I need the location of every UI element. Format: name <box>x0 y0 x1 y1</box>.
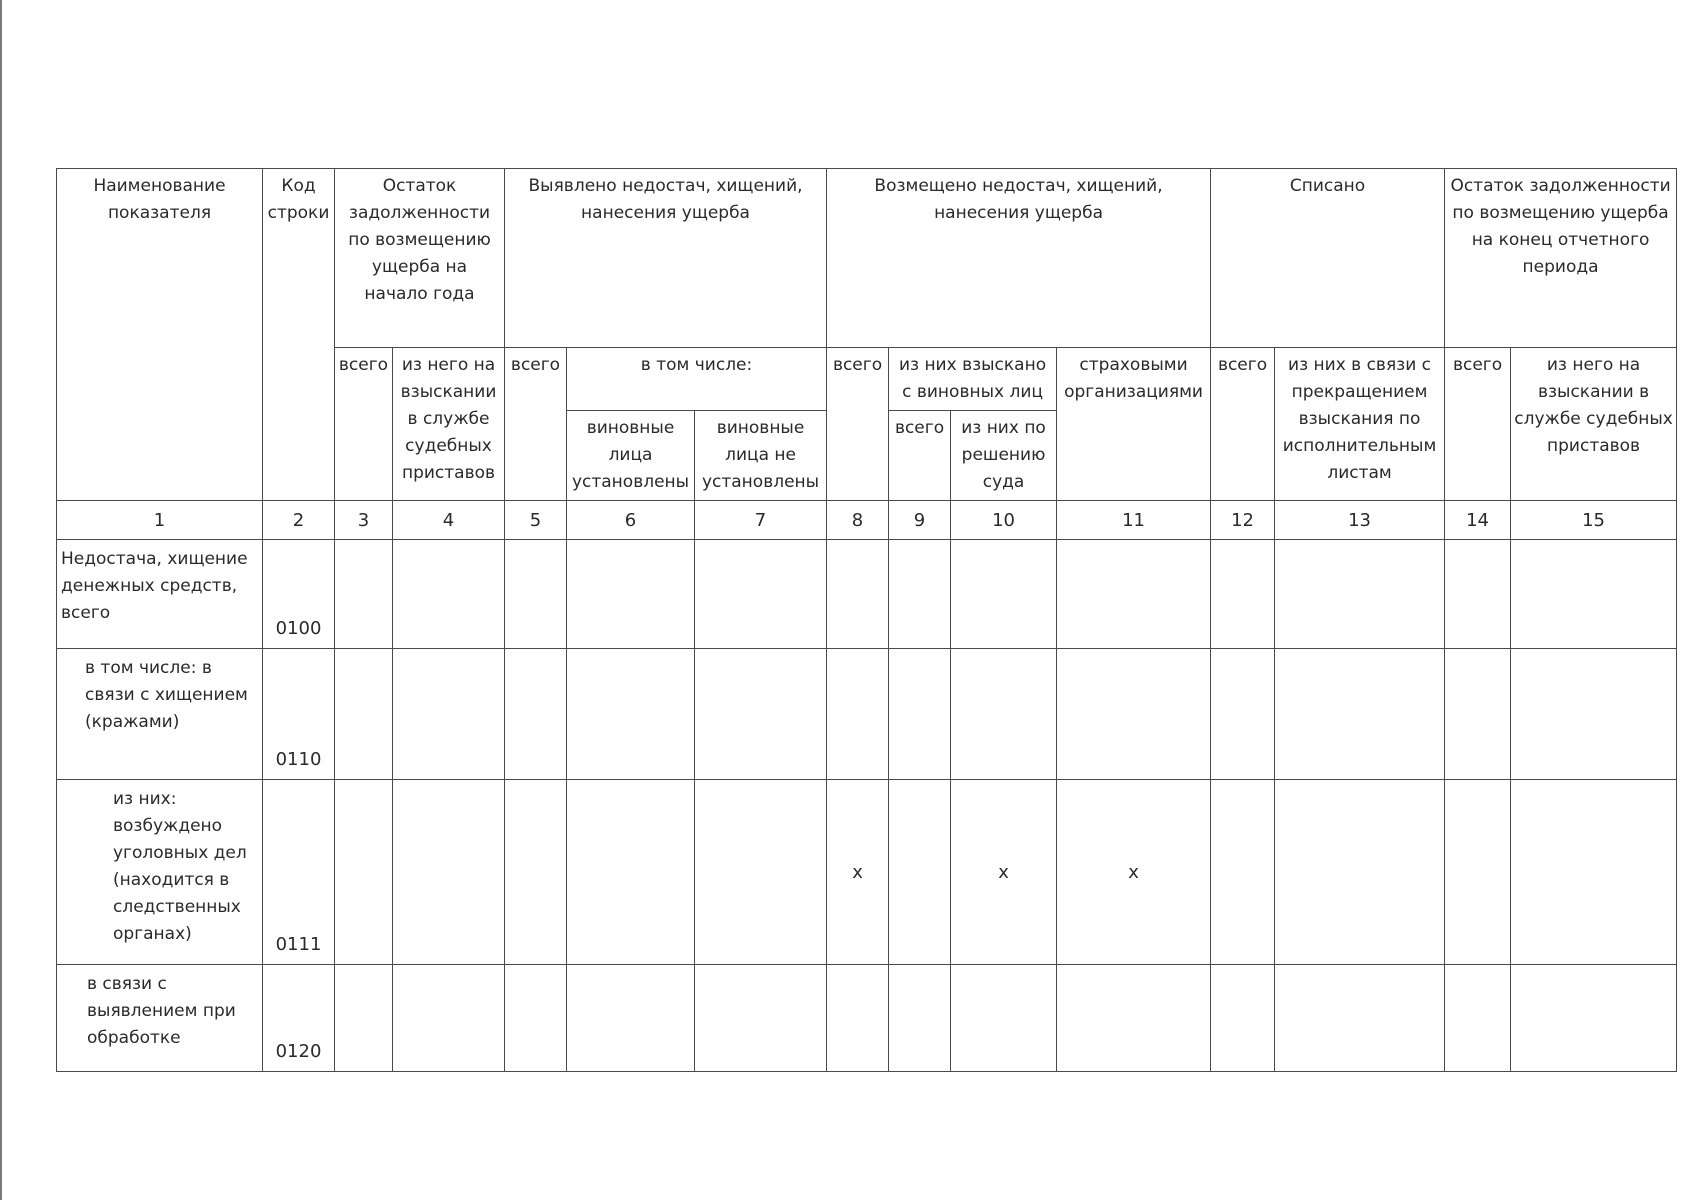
value-cell <box>335 780 393 965</box>
value-cell <box>889 780 951 965</box>
value-cell <box>1275 649 1445 780</box>
column-number: 11 <box>1057 501 1211 540</box>
header-detected: Выявлено недостач, хищений, нанесения ущерба <box>505 169 827 348</box>
header-compensated-total: всего <box>827 348 889 501</box>
value-cell <box>1511 540 1677 649</box>
header-start-balance: Остаток задолженности по возмещению ущерба на начало года <box>335 169 505 348</box>
value-cell <box>1445 649 1511 780</box>
column-number: 10 <box>951 501 1057 540</box>
header-insurers: страховыми организациями <box>1057 348 1211 501</box>
value-cell <box>1511 780 1677 965</box>
table-row <box>57 780 1677 965</box>
column-number: 14 <box>1445 501 1511 540</box>
value-cell <box>1275 540 1445 649</box>
not-applicable-mark: x <box>827 780 889 965</box>
header-row-code: Код строки <box>263 169 335 501</box>
column-number-row <box>57 501 1677 540</box>
value-cell <box>695 780 827 965</box>
value-cell <box>951 540 1057 649</box>
value-cell <box>1057 649 1211 780</box>
header-compensated: Возмещено недостач, хищений, нанесения ущерба <box>827 169 1211 348</box>
value-cell <box>335 649 393 780</box>
value-cell <box>567 965 695 1072</box>
value-cell <box>1511 965 1677 1072</box>
header-writeoff-reason: из них в связи с прекращением взыскания по исполнительным листам <box>1275 348 1445 501</box>
column-number: 4 <box>393 501 505 540</box>
value-cell <box>827 649 889 780</box>
value-cell <box>1211 540 1275 649</box>
column-number: 5 <box>505 501 567 540</box>
not-applicable-mark: x <box>951 780 1057 965</box>
value-cell <box>335 965 393 1072</box>
value-cell <box>889 965 951 1072</box>
value-cell <box>505 965 567 1072</box>
header-end-balance: Остаток задолженности по возмещению ущерба на конец отчетного периода <box>1445 169 1677 348</box>
column-number: 13 <box>1275 501 1445 540</box>
report-sheet <box>56 168 1676 1072</box>
value-cell <box>567 780 695 965</box>
header-start-bailiffs: из него на взыскании в службе судебных приставов <box>393 348 505 501</box>
value-cell <box>1211 780 1275 965</box>
column-number: 8 <box>827 501 889 540</box>
value-cell <box>335 540 393 649</box>
header-end-total: всего <box>1445 348 1511 501</box>
damage-report-table <box>56 168 1677 1072</box>
value-cell <box>951 965 1057 1072</box>
row-code: 0120 <box>263 965 335 1072</box>
value-cell <box>695 649 827 780</box>
row-name: в связи с выявлением при обработке <box>57 965 263 1072</box>
value-cell <box>695 540 827 649</box>
value-cell <box>393 649 505 780</box>
column-number: 12 <box>1211 501 1275 540</box>
column-number: 3 <box>335 501 393 540</box>
header-written-off: Списано <box>1211 169 1445 348</box>
header-by-court: из них по решению суда <box>951 411 1057 501</box>
value-cell <box>1211 965 1275 1072</box>
header-detected-total: всего <box>505 348 567 501</box>
header-detected-including: в том числе: <box>567 348 827 411</box>
value-cell <box>889 649 951 780</box>
column-number: 15 <box>1511 501 1677 540</box>
header-from-culprits: из них взыскано с виновных лиц <box>889 348 1057 411</box>
header-culprits-found: виновные лица установлены <box>567 411 695 501</box>
header-end-bailiffs: из него на взыскании в службе судебных приставов <box>1511 348 1677 501</box>
column-number: 7 <box>695 501 827 540</box>
column-number: 6 <box>567 501 695 540</box>
scan-left-edge <box>0 0 2 1200</box>
value-cell <box>951 649 1057 780</box>
value-cell <box>393 540 505 649</box>
value-cell <box>393 780 505 965</box>
value-cell <box>1445 965 1511 1072</box>
header-culprits-not-found: виновные лица не установлены <box>695 411 827 501</box>
header-row-1 <box>57 169 1677 348</box>
value-cell <box>505 540 567 649</box>
header-start-total: всего <box>335 348 393 501</box>
table-row <box>57 965 1677 1072</box>
value-cell <box>393 965 505 1072</box>
table-row <box>57 649 1677 780</box>
value-cell <box>1445 540 1511 649</box>
row-code: 0100 <box>263 540 335 649</box>
row-name: в том числе: в связи с хищением (кражами) <box>57 649 263 780</box>
value-cell <box>1057 540 1211 649</box>
row-code: 0110 <box>263 649 335 780</box>
row-name: Недостача, хищение денежных средств, всего <box>57 540 263 649</box>
value-cell <box>505 649 567 780</box>
column-number: 1 <box>57 501 263 540</box>
column-number: 9 <box>889 501 951 540</box>
header-indicator-name: Наименование показателя <box>57 169 263 501</box>
value-cell <box>1445 780 1511 965</box>
value-cell <box>567 649 695 780</box>
value-cell <box>695 965 827 1072</box>
header-culprits-total: всего <box>889 411 951 501</box>
column-number: 2 <box>263 501 335 540</box>
value-cell <box>827 965 889 1072</box>
table-row <box>57 540 1677 649</box>
value-cell <box>889 540 951 649</box>
value-cell <box>1211 649 1275 780</box>
header-writeoff-total: всего <box>1211 348 1275 501</box>
value-cell <box>567 540 695 649</box>
value-cell <box>1511 649 1677 780</box>
row-code: 0111 <box>263 780 335 965</box>
row-name: из них: возбуждено уголовных дел (находится в следственных органах) <box>57 780 263 965</box>
value-cell <box>827 540 889 649</box>
value-cell <box>1057 965 1211 1072</box>
value-cell <box>1275 780 1445 965</box>
value-cell <box>1275 965 1445 1072</box>
value-cell <box>505 780 567 965</box>
not-applicable-mark: x <box>1057 780 1211 965</box>
